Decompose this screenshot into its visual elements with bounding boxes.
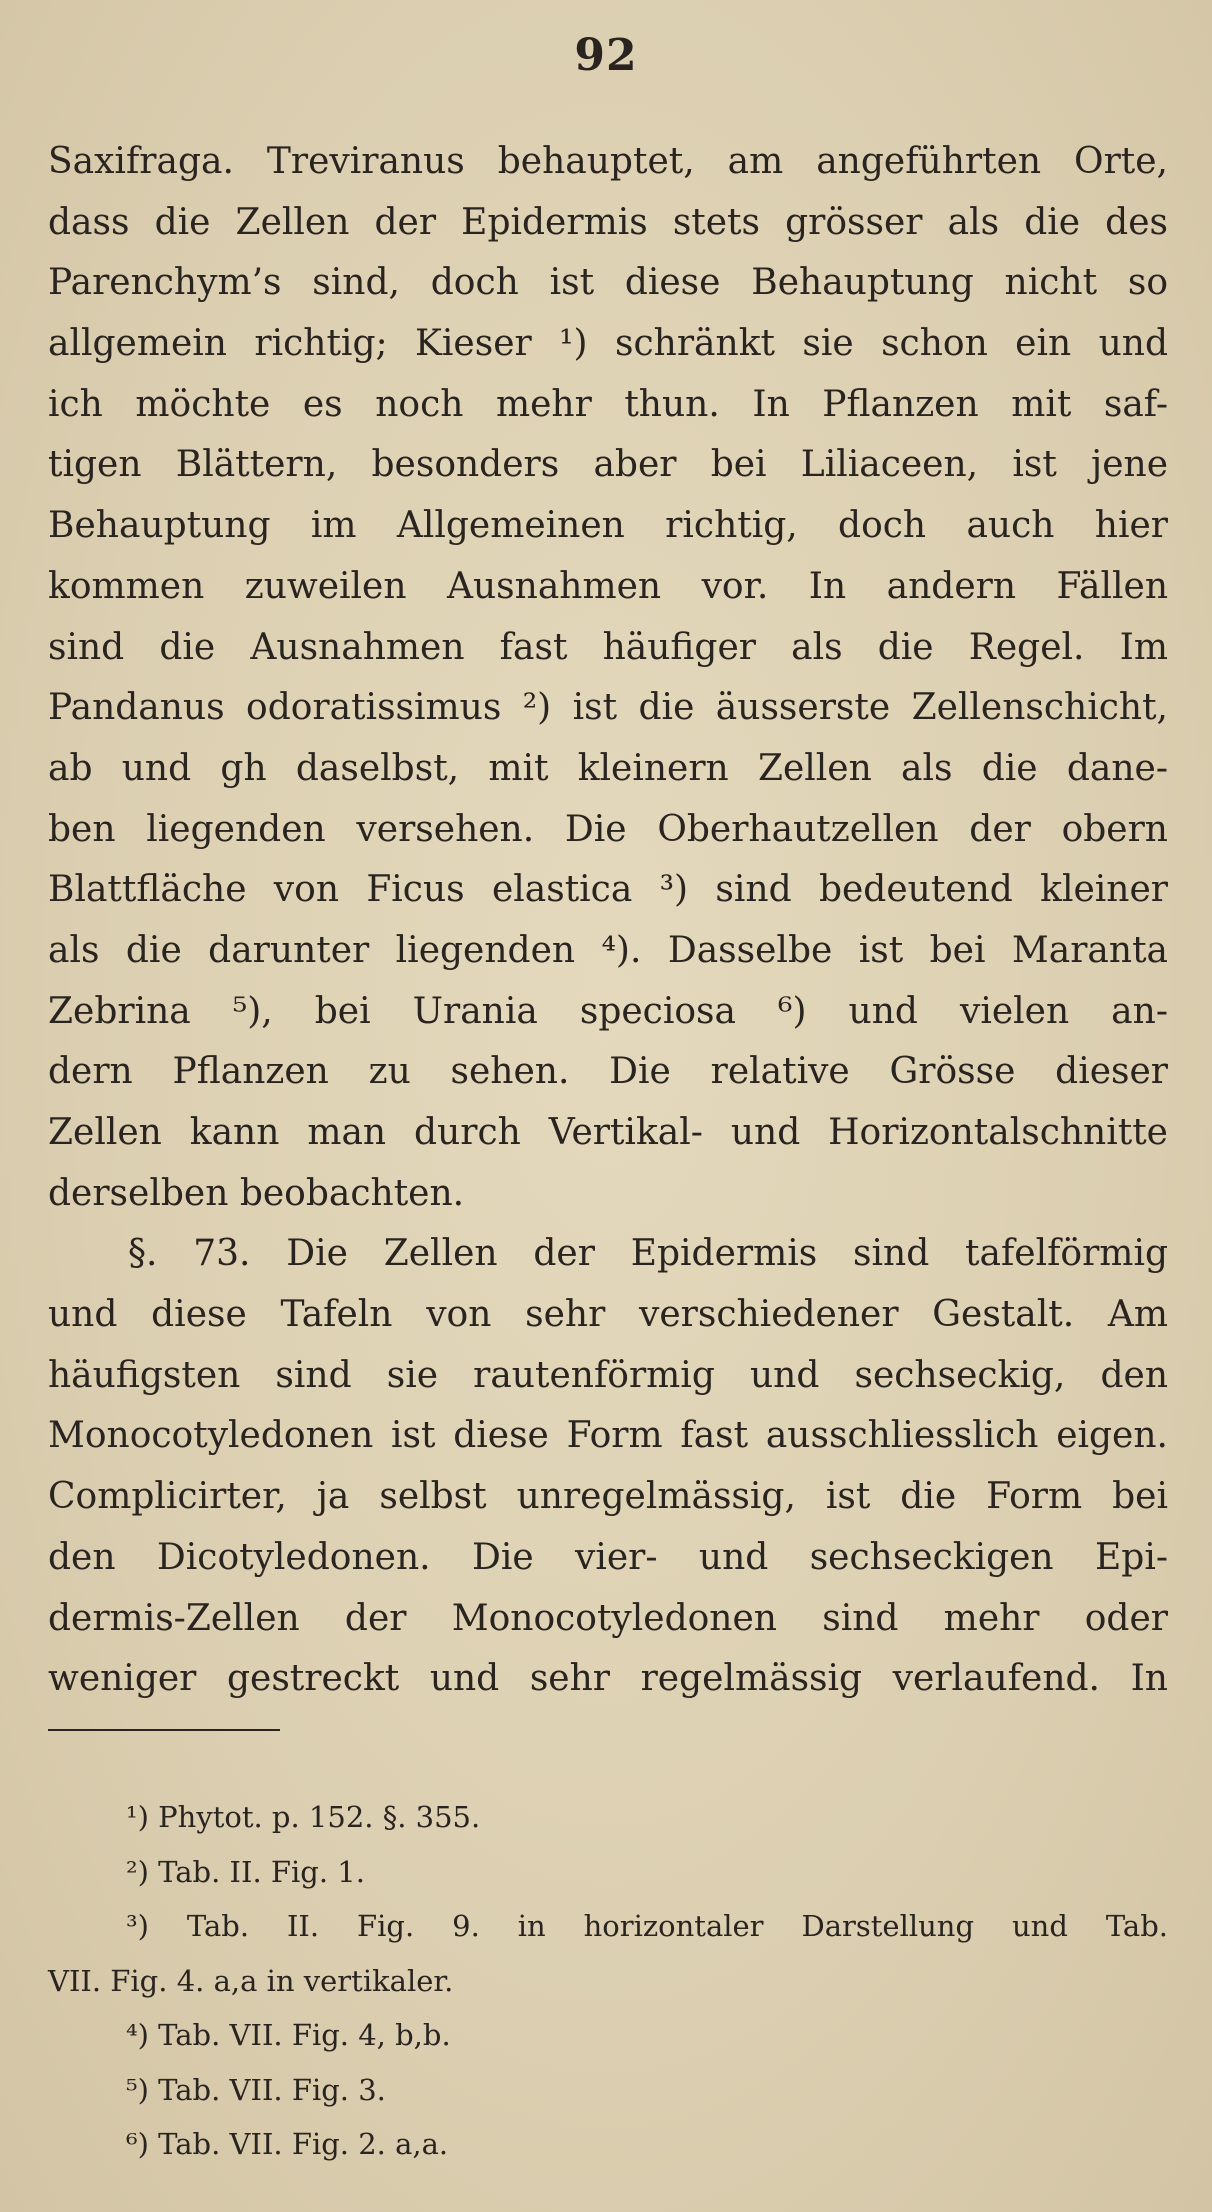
- footnote-divider: [48, 1729, 280, 1731]
- text-line: den Dicotyledonen. Die vier- und sechseckigen Epi-: [48, 1536, 1168, 1578]
- text-line: Pandanus odoratissimus ²) ist die äusserste Zellenschicht,: [48, 687, 1168, 729]
- text-line: als die darunter liegenden ⁴). Dasselbe ist bei Maranta: [48, 929, 1168, 971]
- body-text: [48, 132, 1168, 1710]
- text-line: ben liegenden versehen. Die Oberhautzellen der obern: [48, 808, 1168, 850]
- footnote: ⁵) Tab. VII. Fig. 3.: [126, 2072, 386, 2107]
- section-heading-line: §. 73. Die Zellen der Epidermis sind tafelförmig: [128, 1233, 1168, 1275]
- page-number: 92: [574, 30, 638, 81]
- text-line: dass die Zellen der Epidermis stets grösser als die des: [48, 201, 1168, 243]
- text-line: kommen zuweilen Ausnahmen vor. In andern Fällen: [48, 565, 1168, 607]
- text-line: Monocotyledonen ist diese Form fast ausschliesslich eigen.: [48, 1415, 1168, 1457]
- text-line: Complicirter, ja selbst unregelmässig, ist die Form bei: [48, 1476, 1168, 1518]
- footnote: ²) Tab. II. Fig. 1.: [126, 1854, 365, 1889]
- text-line: Saxifraga. Treviranus behauptet, am angeführten Orte,: [48, 141, 1168, 182]
- text-line: dermis-Zellen der Monocotyledonen sind mehr oder: [48, 1597, 1168, 1639]
- footnote-continuation: VII. Fig. 4. a,a in vertikaler.: [48, 1963, 454, 1998]
- text-line: Parenchym’s sind, doch ist diese Behauptung nicht so: [48, 262, 1168, 304]
- footnote: ⁴) Tab. VII. Fig. 4, b,b.: [126, 2018, 451, 2052]
- text-line: weniger gestreckt und sehr regelmässig verlaufend. In: [48, 1658, 1168, 1700]
- text-line: tigen Blättern, besonders aber bei Liliaceen, ist jene: [48, 444, 1168, 486]
- text-line: häufigsten sind sie rautenförmig und sechseckig, den: [48, 1354, 1168, 1396]
- text-line: Blattfläche von Ficus elastica ³) sind bedeutend kleiner: [48, 869, 1168, 911]
- footnotes: [48, 1790, 1168, 2172]
- text-line: allgemein richtig; Kieser ¹) schränkt sie schon ein und: [48, 323, 1168, 365]
- text-line: Behauptung im Allgemeinen richtig, doch auch hier: [48, 505, 1168, 547]
- text-line: und diese Tafeln von sehr verschiedener Gestalt. Am: [48, 1294, 1168, 1336]
- text-line: ich möchte es noch mehr thun. In Pflanzen mit saf-: [48, 383, 1168, 425]
- paragraph-end-line: derselben beobachten.: [48, 1172, 465, 1214]
- text-line: Zebrina ⁵), bei Urania speciosa ⁶) und vielen an-: [48, 990, 1168, 1032]
- footnote: ⁶) Tab. VII. Fig. 2. a,a.: [126, 2127, 449, 2161]
- text-line: dern Pflanzen zu sehen. Die relative Grösse dieser: [48, 1051, 1168, 1093]
- text-line: ab und gh daselbst, mit kleinern Zellen als die dane-: [48, 747, 1168, 789]
- footnote: ¹) Phytot. p. 152. §. 355.: [126, 1800, 481, 1834]
- text-line: sind die Ausnahmen fast häufiger als die Regel. Im: [48, 626, 1168, 668]
- footnote: ³) Tab. II. Fig. 9. in horizontaler Darstellung und Tab.: [126, 1909, 1168, 1943]
- text-line: Zellen kann man durch Vertikal- und Horizontalschnitte: [48, 1112, 1168, 1153]
